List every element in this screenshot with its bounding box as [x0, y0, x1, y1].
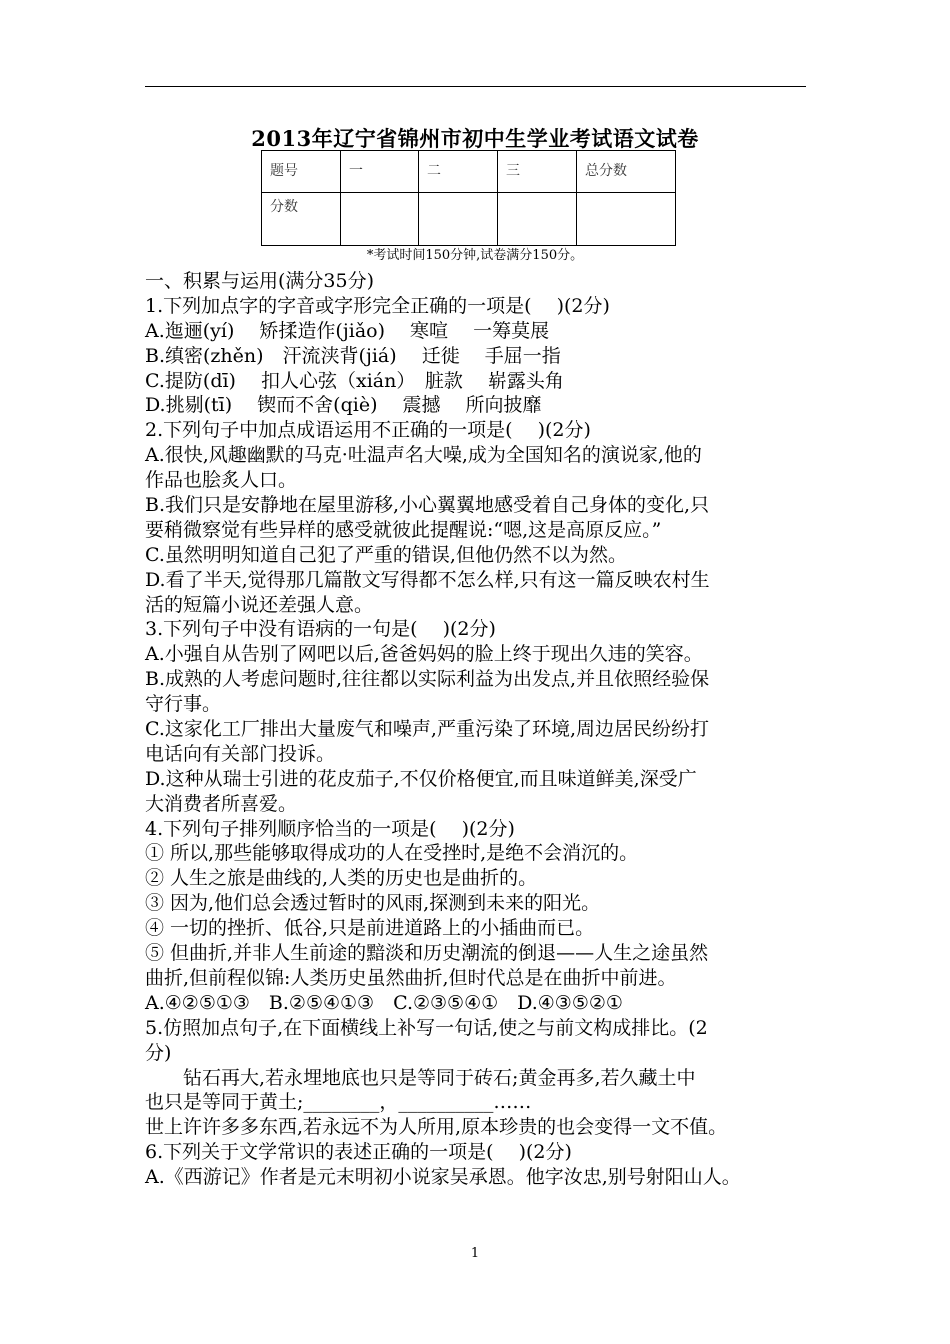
option-line: 电话向有关部门投诉。 [145, 742, 336, 765]
score-header-cell: 二 [419, 151, 498, 193]
question-stem: 1.下列加点字的字音或字形完全正确的一项是( )(2分) [145, 294, 610, 317]
sentence-line: ④ 一切的挫折、低谷,只是前进道路上的小插曲而已。 [145, 917, 595, 940]
score-header-cell: 三 [498, 151, 577, 193]
option-line: A.④②⑤①③ B.②⑤④①③ C.②③⑤④① D.④③⑤②① [145, 991, 623, 1014]
passage-line: 世上许许多多东西,若永远不为人所用,原本珍贵的也会变得一文不值。 [145, 1116, 728, 1139]
option-line: C.这家化工厂排出大量废气和噪声,严重污染了环境,周边居民纷纷打 [145, 718, 709, 741]
score-cell [419, 193, 498, 246]
page-number: 1 [470, 1246, 480, 1261]
question-stem: 2.下列句子中加点成语运用不正确的一项是( )(2分) [145, 419, 591, 442]
option-line: B.缜密(zhěn) 汗流浃背(jiá) 迁徙 手屈一指 [145, 344, 561, 367]
header-rule [145, 86, 806, 87]
sentence-line: ② 人生之旅是曲线的,人类的历史也是曲折的。 [145, 867, 538, 890]
question-stem: 5.仿照加点句子,在下面横线上补写一句话,使之与前文构成排比。(2 [145, 1016, 708, 1039]
option-line: 大消费者所喜爱。 [145, 792, 298, 815]
option-line: C.虽然明明知道自己犯了严重的错误,但他仍然不以为然。 [145, 543, 627, 566]
question-stem: 分) [145, 1041, 172, 1064]
section-heading: 一、积累与运用(满分35分) [145, 270, 375, 292]
option-line: D.看了半天,觉得那几篇散文写得都不怎么样,只有这一篇反映农村生 [145, 568, 710, 591]
option-line: A.迤逦(yí) 矫揉造作(jiǎo) 寒喧 一筹莫展 [145, 319, 550, 342]
option-line: B.我们只是安静地在屋里游移,小心翼翼地感受着自己身体的变化,只 [145, 494, 710, 517]
score-header-cell: 总分数 [577, 151, 676, 193]
option-line: A.小强自从告别了网吧以后,爸爸妈妈的脸上终于现出久违的笑容。 [145, 643, 703, 666]
score-cell [498, 193, 577, 246]
question-stem: 6.下列关于文学常识的表述正确的一项是( )(2分) [145, 1141, 572, 1164]
exam-body [145, 269, 815, 1190]
score-table-header-row [262, 151, 676, 193]
option-line: 要稍微察觉有些异样的感受就彼此提醒说:“嗯,这是高原反应。” [145, 518, 662, 541]
sentence-line: ⑤ 但曲折,并非人生前途的黯淡和历史潮流的倒退——人生之途虽然 [145, 942, 709, 965]
score-row-label: 分数 [262, 193, 341, 246]
option-line: D.这种从瑞士引进的花皮茄子,不仅价格便宜,而且味道鲜美,深受广 [145, 767, 697, 790]
score-table-score-row [262, 193, 676, 246]
passage-line: 钻石再大,若永埋地底也只是等同于砖石;黄金再多,若久藏土中 [183, 1066, 696, 1089]
passage-line: 也只是等同于黄土;________，__________…… [145, 1091, 532, 1114]
option-line: B.成熟的人考虑问题时,往往都以实际利益为出发点,并且依照经验保 [145, 668, 710, 691]
score-table [261, 150, 676, 246]
score-cell [341, 193, 419, 246]
score-header-cell: 一 [341, 151, 419, 193]
option-line: A.很快,风趣幽默的马克·吐温声名大噪,成为全国知名的演说家,他的 [145, 444, 702, 467]
option-line: D.挑剔(tī) 锲而不舍(qiè) 震撼 所向披靡 [145, 394, 542, 417]
question-stem: 4.下列句子排列顺序恰当的一项是( )(2分) [145, 817, 515, 840]
option-line: 活的短篇小说还差强人意。 [145, 593, 374, 616]
sentence-line: ① 所以,那些能够取得成功的人在受挫时,是绝不会消沉的。 [145, 842, 639, 865]
option-line: 守行事。 [145, 693, 222, 716]
exam-note: *考试时间150分钟,试卷满分150分。 [366, 248, 584, 263]
sentence-line: ③ 因为,他们总会透过暂时的风雨,探测到未来的阳光。 [145, 892, 601, 915]
score-cell [577, 193, 676, 246]
score-header-cell: 题号 [262, 151, 341, 193]
option-line: C.提防(dī) 扣人心弦（xián） 脏款 崭露头角 [145, 369, 564, 392]
page-title: 2013年辽宁省锦州市初中生学业考试语文试卷 [251, 126, 699, 151]
sentence-line: 曲折,但前程似锦:人类历史虽然曲折,但时代总是在曲折中前进。 [145, 966, 677, 989]
question-stem: 3.下列句子中没有语病的一句是( )(2分) [145, 618, 496, 641]
option-line: A.《西游记》作者是元末明初小说家吴承恩。他字汝忠,别号射阳山人。 [145, 1166, 741, 1189]
option-line: 作品也脍炙人口。 [145, 469, 298, 492]
